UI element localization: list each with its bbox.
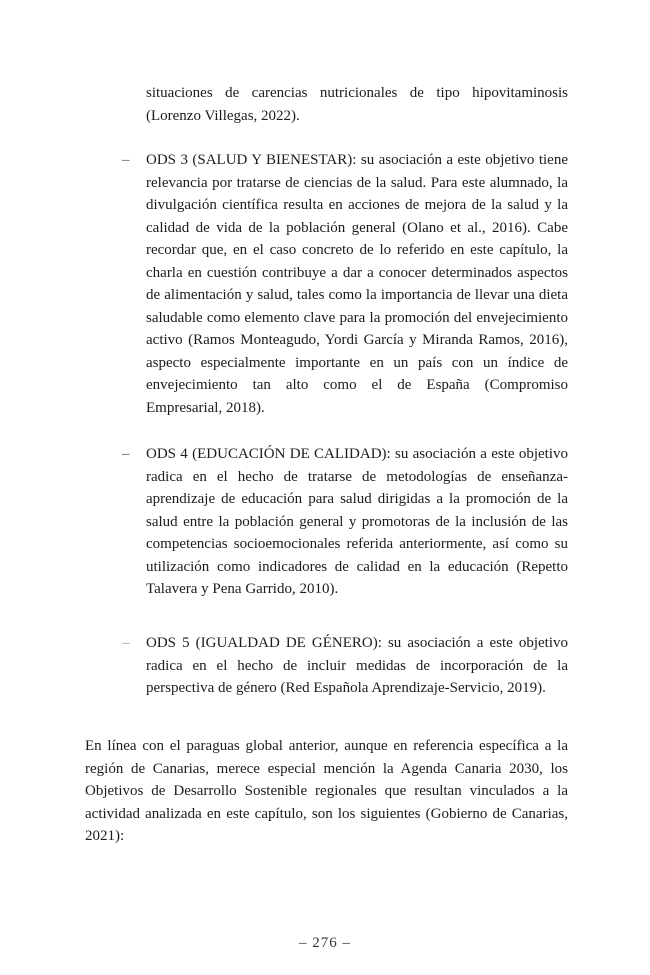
list-dash: – — [122, 152, 130, 168]
page-number: – 276 – — [299, 935, 351, 951]
list-item-ods3 — [122, 149, 568, 419]
body-paragraph: En línea con el paraguas global anterior, aunque en referencia específica a la región de Canarias, merece especial mención la Agenda Canaria 2030, los Objetivos de Desarrollo Sostenible regionales que resultan vinculados a la actividad analizada en este capítulo, son los siguientes (Gobierno de Canarias, 2021): — [85, 738, 568, 844]
list-item-text: ODS 5 (IGUALDAD DE GÉNERO): su asociación a este objetivo radica en el hecho de incluir medidas de incorporación de la perspectiva de género (Red Española Aprendizaje-Servicio, 2019). — [146, 635, 568, 696]
list-item-text: ODS 4 (EDUCACIÓN DE CALIDAD): su asociación a este objetivo radica en el hecho de tratarse de metodologías de enseñanza-aprendizaje de educación para salud dirigidas a la promoción de la salud entre la población general y promotoras de la inclusión de las competencias socioemocionales referida anteriormente, así como su utilización como indicadores de calidad en la educación (Repetto Talavera y Pena Garrido, 2010). — [146, 446, 568, 597]
list-item-ods4 — [122, 443, 568, 601]
continued-paragraph: situaciones de carencias nutricionales de tipo hipovitaminosis (Lorenzo Villegas, 2022). — [146, 85, 568, 124]
list-item-ods5 — [122, 632, 568, 700]
list-item-text: ODS 3 (SALUD Y BIENESTAR): su asociación a este objetivo tiene relevancia por tratarse de ciencias de la salud. Para este alumnado, la divulgación científica resulta en acciones de mejora de la salud y la calidad de vida de la población general (Olano et al., 2016). Cabe recordar que, en el caso concreto de lo referido en este capítulo, la charla en cuestión contribuye a dar a conocer determinados aspectos de alimentación y salud, tales como la importancia de llevar una dieta saludable como elemento clave para la promoción del envejecimiento activo (Ramos Monteagudo, Yordi García y Miranda Ramos, 2016), aspecto especialmente importante en un país con un índice de envejecimiento tan alto como el de España (Compromiso Empresarial, 2018). — [146, 152, 568, 416]
list-dash: – — [122, 446, 130, 462]
list-dash: – — [122, 635, 130, 651]
